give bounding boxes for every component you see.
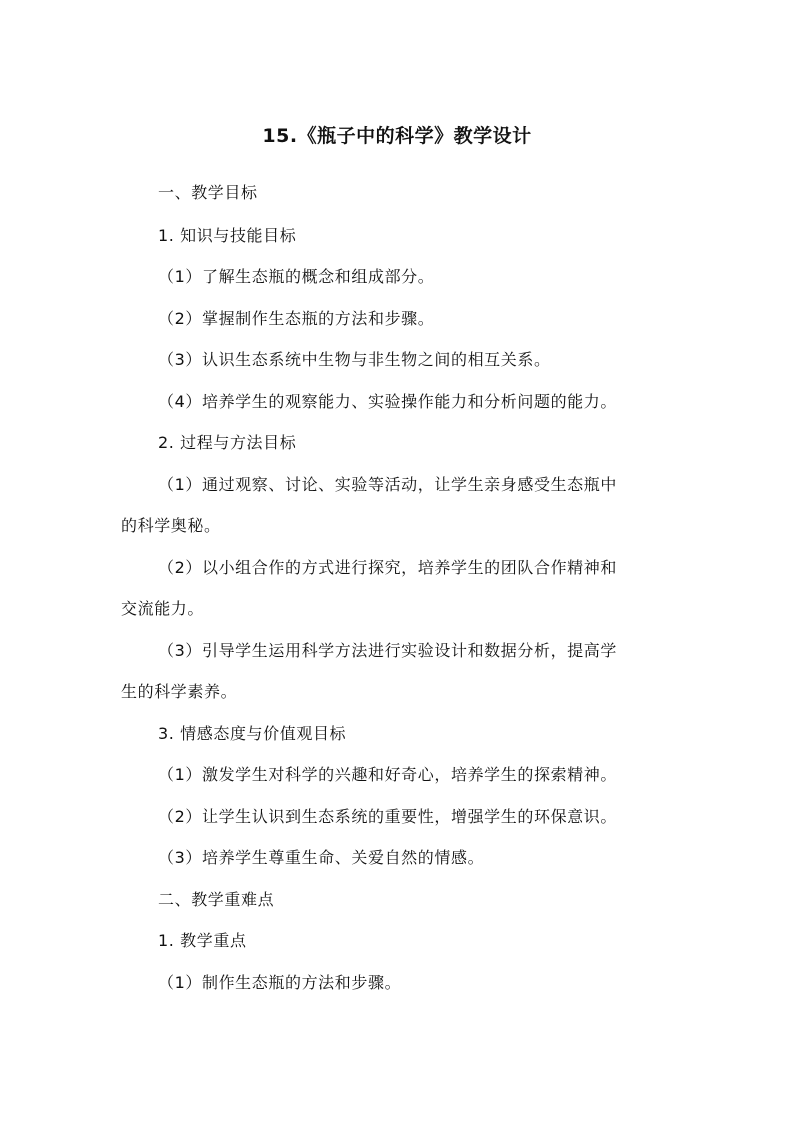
section-heading-teaching-objectives: 一、教学目标 xyxy=(158,183,258,202)
section-heading-key-difficult-points: 二、教学重难点 xyxy=(158,890,275,909)
paragraph-line: （1）制作生态瓶的方法和步骤。 xyxy=(158,973,402,992)
subheading-attitude-values: 3. 情感态度与价值观目标 xyxy=(158,724,347,743)
paragraph-line: （2）让学生认识到生态系统的重要性，增强学生的环保意识。 xyxy=(158,807,617,826)
subheading-teaching-focus: 1. 教学重点 xyxy=(158,931,247,950)
paragraph-line: （3）认识生态系统中生物与非生物之间的相互关系。 xyxy=(158,350,551,369)
paragraph-line: （2）掌握制作生态瓶的方法和步骤。 xyxy=(158,309,435,328)
paragraph-line: （1）通过观察、讨论、实验等活动，让学生亲身感受生态瓶中 xyxy=(158,475,617,494)
paragraph-line: （1）了解生态瓶的概念和组成部分。 xyxy=(158,267,435,286)
paragraph-line: （3）引导学生运用科学方法进行实验设计和数据分析，提高学 xyxy=(158,641,617,660)
paragraph-line: （4）培养学生的观察能力、实验操作能力和分析问题的能力。 xyxy=(158,392,617,411)
paragraph-line: （2）以小组合作的方式进行探究，培养学生的团队合作精神和 xyxy=(158,558,617,577)
document-title: 15.《瓶子中的科学》教学设计 xyxy=(262,125,532,147)
paragraph-line: 交流能力。 xyxy=(121,599,205,618)
paragraph-line: （1）激发学生对科学的兴趣和好奇心，培养学生的探索精神。 xyxy=(158,765,617,784)
paragraph-line: 的科学奥秘。 xyxy=(121,516,221,535)
subheading-process-methods: 2. 过程与方法目标 xyxy=(158,433,297,452)
paragraph-line: （3）培养学生尊重生命、关爱自然的情感。 xyxy=(158,848,485,867)
paragraph-line: 生的科学素养。 xyxy=(121,682,238,701)
subheading-knowledge-skills: 1. 知识与技能目标 xyxy=(158,226,297,245)
